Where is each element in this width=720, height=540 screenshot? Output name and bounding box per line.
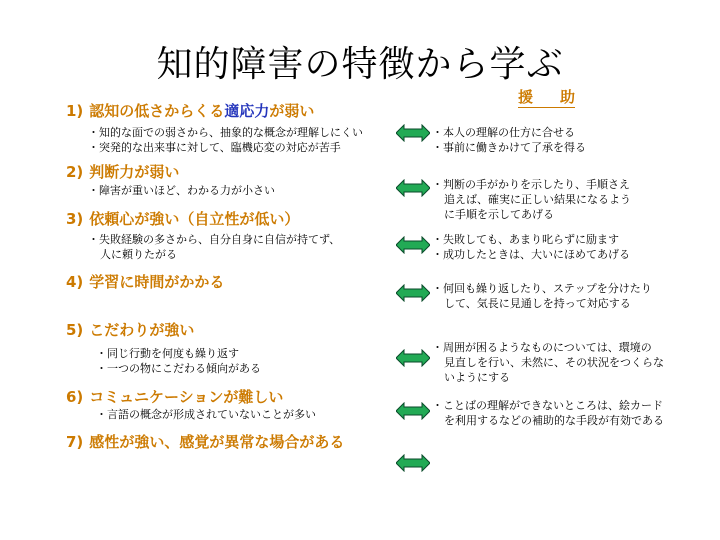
section-title-post: が難しい bbox=[223, 388, 284, 406]
list-item: 人に頼りたがる bbox=[100, 248, 177, 261]
list-item: ・ことばの理解ができないところは、絵カード bbox=[432, 399, 663, 412]
section-title-pre: 依頼心 bbox=[89, 210, 135, 228]
section-number: 2) bbox=[66, 163, 84, 181]
list-item: に手順を示してあげる bbox=[444, 208, 554, 221]
list-item: ・一つの物にこだわる傾向がある bbox=[96, 362, 261, 375]
support-list-4 bbox=[432, 281, 652, 311]
support-list-3 bbox=[432, 232, 630, 262]
list-item: 見直しを行い、未然に、その状況をつくらな bbox=[444, 356, 664, 369]
list-item: ・失敗経験の多さから、自分自身に自信が持てず、 bbox=[88, 233, 341, 246]
double-arrow-icon bbox=[396, 454, 430, 472]
double-arrow-icon bbox=[396, 284, 430, 302]
support-list-5 bbox=[432, 340, 664, 385]
section-number: 4) bbox=[66, 273, 84, 291]
double-arrow-icon bbox=[396, 236, 430, 254]
list-item: して、気長に見通しを持って対応する bbox=[444, 297, 631, 310]
section-heading-2 bbox=[66, 161, 179, 182]
section-number: 6) bbox=[66, 388, 84, 406]
support-list-6 bbox=[432, 398, 664, 428]
section-heading-1 bbox=[66, 100, 314, 121]
double-arrow-icon bbox=[396, 349, 430, 367]
section-title-post: に時間がかかる bbox=[119, 273, 225, 291]
section-number: 3) bbox=[66, 210, 84, 228]
section-number: 1) bbox=[66, 102, 84, 120]
list-item: ・成功したときは、大いにほめてあげる bbox=[432, 248, 630, 261]
list-item: ・障害が重いほど、わかる力が小さい bbox=[88, 184, 275, 197]
list-item: いようにする bbox=[444, 371, 510, 384]
list-item: ・同じ行動を何度も繰り返す bbox=[96, 347, 239, 360]
characteristic-list-1 bbox=[88, 125, 363, 155]
section-heading-7 bbox=[66, 431, 344, 452]
list-item: ・突発的な出来事に対して、臨機応変の対応が苦手 bbox=[88, 141, 341, 154]
section-heading-3 bbox=[66, 208, 299, 229]
list-item: ・判断の手がかりを示したり、手順さえ bbox=[432, 178, 630, 191]
page-title: 知的障害の特徴から学ぶ bbox=[156, 44, 564, 85]
section-title-post: が強い（自立性が低い） bbox=[134, 210, 300, 228]
list-item: ・失敗しても、あまり叱らずに励ます bbox=[432, 233, 619, 246]
section-title-post: が強い bbox=[149, 321, 195, 339]
double-arrow-icon bbox=[396, 179, 430, 197]
list-item: ・何回も繰り返したり、ステップを分けたり bbox=[432, 282, 652, 295]
section-title-pre: 学習 bbox=[89, 273, 120, 291]
support-list-2 bbox=[432, 177, 631, 222]
support-header: 援 助 bbox=[518, 88, 582, 106]
section-title-pre: 感性 bbox=[89, 433, 120, 451]
section-title-pre: 認知の低さからくる bbox=[89, 102, 225, 120]
characteristic-list-5 bbox=[96, 346, 261, 376]
characteristic-list-2 bbox=[88, 183, 275, 198]
list-item: ・言語の概念が形成されていないことが多い bbox=[96, 408, 316, 421]
section-title-pre: こだわり bbox=[89, 321, 150, 339]
list-item: 追えば、確実に正しい結果になるよう bbox=[444, 193, 631, 206]
section-title-post: が弱い bbox=[134, 163, 180, 181]
section-title-highlight: 適応力 bbox=[224, 102, 270, 120]
list-item: ・事前に働きかけて了承を得る bbox=[432, 141, 586, 154]
characteristic-list-3 bbox=[88, 232, 340, 262]
list-item: ・本人の理解の仕方に合せる bbox=[432, 126, 575, 139]
support-list-1 bbox=[432, 125, 586, 155]
section-title-post: が弱い bbox=[269, 102, 315, 120]
list-item: を利用するなどの補助的な手段が有効である bbox=[444, 414, 664, 427]
section-heading-6 bbox=[66, 386, 283, 407]
section-title-pre: コミュニケーション bbox=[89, 388, 224, 406]
list-item: ・知的な面での弱さから、抽象的な概念が理解しにくい bbox=[88, 126, 363, 139]
section-number: 7) bbox=[66, 433, 84, 451]
section-heading-5 bbox=[66, 319, 194, 340]
characteristic-list-6 bbox=[96, 407, 316, 422]
section-title-pre: 判断力 bbox=[89, 163, 135, 181]
double-arrow-icon bbox=[396, 402, 430, 420]
section-title-post: が強い、感覚が異常な場合がある bbox=[119, 433, 345, 451]
double-arrow-icon bbox=[396, 124, 430, 142]
section-number: 5) bbox=[66, 321, 84, 339]
list-item: ・周囲が困るようなものについては、環境の bbox=[432, 341, 652, 354]
section-heading-4 bbox=[66, 271, 224, 292]
